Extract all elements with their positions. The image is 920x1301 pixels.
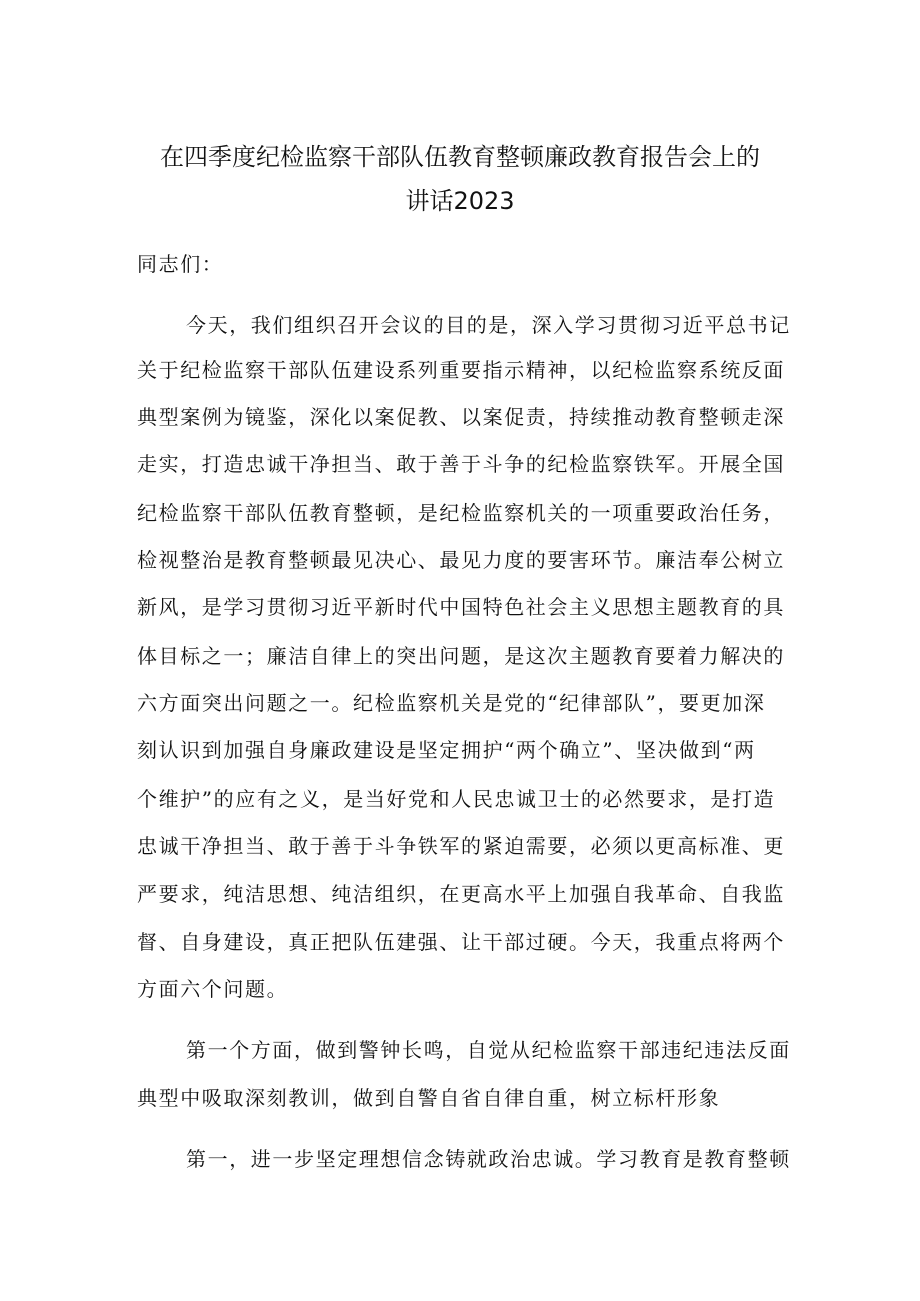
paragraph-1-line: 方面六个问题。	[137, 977, 289, 1001]
paragraph-1-line: 检视整治是教育整顿最见决心、最见力度的要害环节。廉洁奉公树立	[137, 548, 785, 572]
paragraph-1-line: 典型案例为镜鉴，深化以案促教、以案促责，持续推动教育整顿走深	[137, 405, 785, 429]
paragraph-1-line: 个维护”的应有之义，是当好党和人民忠诚卫士的必然要求，是打造	[137, 787, 776, 811]
paragraph-1-line: 走实，打造忠诚干净担当、敢于善于斗争的纪检监察铁军。开展全国	[137, 452, 785, 476]
paragraph-1-line: 督、自身建设，真正把队伍建强、让干部过硬。今天，我重点将两个	[137, 930, 785, 954]
paragraph-1-line: 严要求，纯洁思想、纯洁组织，在更高水平上加强自我革命、自我监	[137, 882, 785, 906]
paragraph-1-line: 体目标之一；廉洁自律上的突出问题，是这次主题教育要着力解决的	[137, 644, 785, 668]
document-title-line-1: 在四季度纪检监察干部队伍教育整顿廉政教育报告会上的	[160, 143, 760, 171]
paragraph-1-line: 新风，是学习贯彻习近平新时代中国特色社会主义思想主题教育的具	[137, 595, 785, 619]
paragraph-1-line: 关于纪检监察干部队伍建设系列重要指示精神，以纪检监察系统反面	[137, 358, 785, 382]
document-title-line-2: 讲话2023	[405, 187, 515, 215]
section-heading-line: 典型中吸取深刻教训，做到自警自省自律自重，树立标杆形象	[137, 1086, 721, 1110]
salutation: 同志们：	[137, 252, 224, 276]
paragraph-1-line: 六方面突出问题之一。纪检监察机关是党的“纪律部队”，要更加深	[137, 691, 766, 715]
paragraph-1-line: 忠诚干净担当、敢于善于斗争铁军的紧迫需要，必须以更高标准、更	[137, 834, 785, 858]
paragraph-1-line: 纪检监察干部队伍教育整顿，是纪检监察机关的一项重要政治任务，	[137, 501, 785, 525]
paragraph-1-line: 刻认识到加强自身廉政建设是坚定拥护“两个确立”、坚决做到“两	[137, 738, 756, 762]
paragraph-1-line: 今天，我们组织召开会议的目的是，深入学习贯彻习近平总书记	[186, 313, 791, 337]
section-heading-line: 第一个方面，做到警钟长鸣，自觉从纪检监察干部违纪违法反面	[186, 1038, 791, 1062]
paragraph-3-line: 第一，进一步坚定理想信念铸就政治忠诚。学习教育是教育整顿	[186, 1147, 791, 1171]
